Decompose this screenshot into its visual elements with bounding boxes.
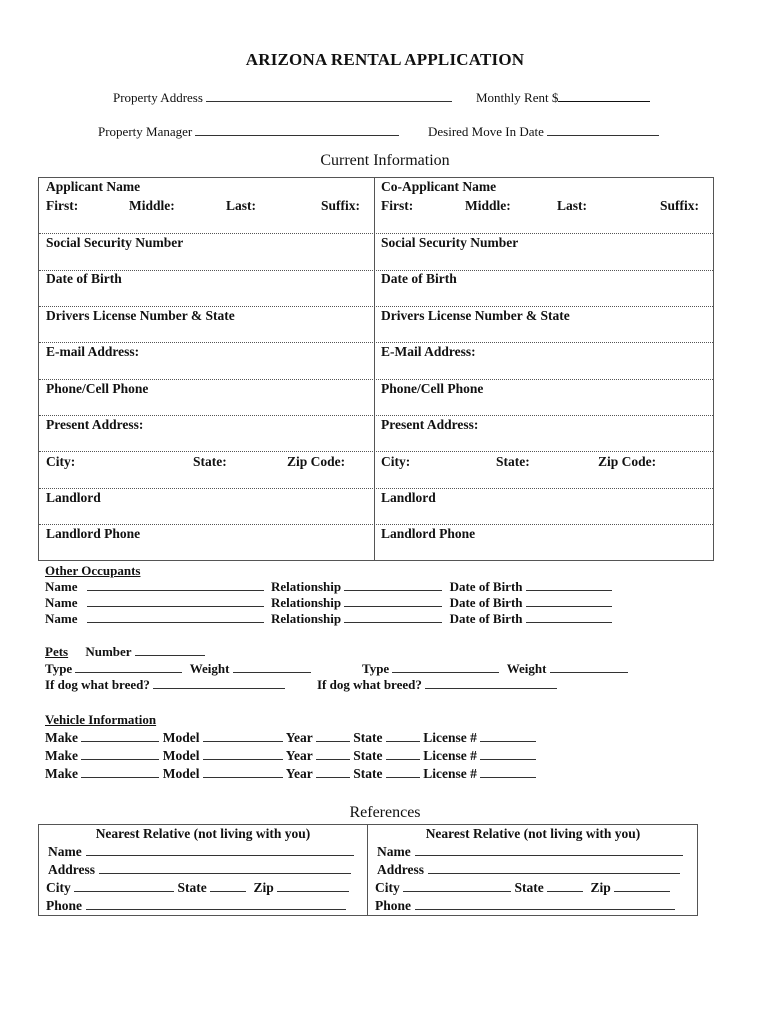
occupant-name-label: Name	[45, 595, 78, 610]
vehicle-make-blank[interactable]	[81, 766, 159, 778]
applicant-suffix-field[interactable]: Suffix:	[321, 198, 361, 213]
occupant-dob-blank[interactable]	[526, 579, 612, 591]
vehicle-license-blank[interactable]	[480, 766, 536, 778]
pets-heading: Pets	[45, 644, 69, 659]
pet-breed-label: If dog what breed?	[45, 677, 150, 692]
co-applicant-city-field[interactable]: City:	[381, 454, 411, 469]
pet-type-row[interactable]	[45, 661, 311, 677]
applicant-first-field[interactable]: First:	[46, 198, 79, 213]
vehicle-make-blank[interactable]	[81, 730, 159, 742]
row-divider	[39, 379, 713, 380]
applicant-license-field[interactable]: Drivers License Number & State	[46, 308, 235, 323]
property-address-blank[interactable]	[206, 90, 452, 102]
reference-zip-blank[interactable]	[277, 880, 349, 892]
vehicle-year-blank[interactable]	[316, 748, 350, 760]
pet-type-label: Type	[45, 661, 73, 676]
vehicle-license-label: License #	[423, 748, 477, 763]
vehicle-state-label: State	[353, 748, 383, 763]
pet-weight-label: Weight	[189, 661, 230, 676]
nearest-relative-heading: Nearest Relative (not living with you)	[425, 826, 641, 841]
co-applicant-name-heading: Co-Applicant Name	[381, 179, 497, 194]
co-applicant-first-field[interactable]: First:	[381, 198, 414, 213]
occupant-dob-label: Date of Birth	[449, 579, 523, 594]
pet-weight-label: Weight	[506, 661, 547, 676]
vehicle-license-blank[interactable]	[480, 748, 536, 760]
vehicle-year-blank[interactable]	[316, 730, 350, 742]
move-in-date-blank[interactable]	[547, 124, 659, 136]
reference-address-blank[interactable]	[428, 862, 680, 874]
row-divider	[39, 524, 713, 525]
property-manager-blank[interactable]	[195, 124, 399, 136]
applicant-zip-field[interactable]: Zip Code:	[287, 454, 346, 469]
occupant-relationship-label: Relationship	[271, 579, 342, 594]
applicant-address-field[interactable]: Present Address:	[46, 417, 144, 432]
reference-address-field[interactable]	[48, 862, 351, 878]
reference-phone-field[interactable]	[46, 898, 346, 914]
current-info-heading: Current Information	[320, 152, 450, 169]
pet-number-blank[interactable]	[135, 644, 205, 656]
vehicle-state-blank[interactable]	[386, 748, 420, 760]
occupant-dob-label: Date of Birth	[449, 595, 523, 610]
reference-name-blank[interactable]	[415, 844, 683, 856]
reference-city-label: City	[375, 880, 400, 895]
co-applicant-license-field[interactable]: Drivers License Number & State	[381, 308, 570, 323]
reference-phone-blank[interactable]	[415, 898, 675, 910]
vehicle-license-blank[interactable]	[480, 730, 536, 742]
row-divider	[39, 233, 713, 234]
pet-type-label: Type	[362, 661, 390, 676]
occupant-dob-label: Date of Birth	[449, 611, 523, 626]
occupant-relationship-label: Relationship	[271, 611, 342, 626]
vehicle-year-label: Year	[285, 748, 313, 763]
applicant-ssn-field[interactable]: Social Security Number	[46, 235, 184, 250]
co-applicant-state-field[interactable]: State:	[496, 454, 530, 469]
vehicle-model-label: Model	[162, 766, 200, 781]
pet-weight-blank[interactable]	[550, 661, 628, 673]
occupant-row[interactable]	[45, 611, 612, 627]
move-in-date-field[interactable]	[428, 124, 659, 140]
co-applicant-suffix-field[interactable]: Suffix:	[660, 198, 700, 213]
co-applicant-phone-field[interactable]: Phone/Cell Phone	[381, 381, 484, 396]
vehicle-make-blank[interactable]	[81, 748, 159, 760]
monthly-rent-field[interactable]	[476, 90, 650, 106]
pet-breed-blank[interactable]	[153, 677, 285, 689]
co-applicant-middle-field[interactable]: Middle:	[465, 198, 511, 213]
move-in-date-label: Desired Move In Date	[428, 124, 544, 139]
vehicle-model-label: Model	[162, 730, 200, 745]
vehicle-license-label: License #	[423, 730, 477, 745]
pet-number-label: Number	[85, 644, 132, 659]
reference-city-field[interactable]	[46, 880, 349, 896]
property-manager-label: Property Manager	[98, 124, 193, 139]
occupant-relationship-blank[interactable]	[344, 611, 442, 623]
pet-breed-row[interactable]	[317, 677, 557, 693]
reference-city-blank[interactable]	[74, 880, 174, 892]
pet-breed-row[interactable]	[45, 677, 285, 693]
vehicle-state-label: State	[353, 766, 383, 781]
reference-name-blank[interactable]	[86, 844, 354, 856]
reference-phone-field[interactable]	[375, 898, 675, 914]
monthly-rent-label: Monthly Rent $	[476, 90, 559, 105]
reference-state-label: State	[177, 880, 207, 895]
row-divider	[39, 270, 713, 271]
reference-zip-label: Zip	[590, 880, 611, 895]
reference-name-label: Name	[377, 844, 411, 859]
vehicle-model-blank[interactable]	[203, 766, 283, 778]
applicant-city-field[interactable]: City:	[46, 454, 76, 469]
reference-zip-blank[interactable]	[614, 880, 670, 892]
reference-name-field[interactable]	[377, 844, 683, 860]
current-info-table	[38, 177, 714, 561]
vehicle-row[interactable]	[45, 766, 536, 782]
property-manager-field[interactable]	[98, 124, 399, 140]
reference-name-field[interactable]	[48, 844, 354, 860]
reference-zip-label: Zip	[253, 880, 274, 895]
vehicle-info-heading: Vehicle Information	[45, 712, 157, 727]
co-applicant-landlord-field[interactable]: Landlord	[381, 490, 436, 505]
monthly-rent-blank[interactable]	[558, 90, 650, 102]
occupant-row[interactable]	[45, 595, 612, 611]
row-divider	[39, 415, 713, 416]
reference-name-label: Name	[48, 844, 82, 859]
reference-address-field[interactable]	[377, 862, 680, 878]
co-applicant-ssn-field[interactable]: Social Security Number	[381, 235, 519, 250]
reference-address-blank[interactable]	[99, 862, 351, 874]
co-applicant-last-field[interactable]: Last:	[557, 198, 587, 213]
pets-row[interactable]	[45, 644, 205, 660]
co-applicant-address-field[interactable]: Present Address:	[381, 417, 479, 432]
reference-state-label: State	[514, 880, 544, 895]
property-address-label: Property Address	[113, 90, 203, 105]
vehicle-make-label: Make	[45, 748, 78, 763]
reference-city-field[interactable]	[375, 880, 670, 896]
occupant-relationship-blank[interactable]	[344, 579, 442, 591]
reference-address-label: Address	[377, 862, 425, 877]
vehicle-model-blank[interactable]	[203, 748, 283, 760]
vehicle-make-label: Make	[45, 730, 78, 745]
reference-address-label: Address	[48, 862, 96, 877]
vehicle-year-label: Year	[285, 730, 313, 745]
row-divider	[39, 306, 713, 307]
co-applicant-email-field[interactable]: E-Mail Address:	[381, 344, 476, 359]
occupant-relationship-label: Relationship	[271, 595, 342, 610]
row-divider	[39, 342, 713, 343]
occupant-name-label: Name	[45, 611, 78, 626]
occupant-name-blank[interactable]	[87, 579, 264, 591]
vehicle-state-blank[interactable]	[386, 730, 420, 742]
occupant-name-blank[interactable]	[87, 611, 264, 623]
reference-phone-label: Phone	[46, 898, 83, 913]
applicant-name-heading: Applicant Name	[46, 179, 141, 194]
vehicle-year-blank[interactable]	[316, 766, 350, 778]
row-divider	[39, 488, 713, 489]
other-occupants-heading: Other Occupants	[45, 563, 141, 578]
vehicle-license-label: License #	[423, 766, 477, 781]
co-applicant-zip-field[interactable]: Zip Code:	[598, 454, 657, 469]
vehicle-year-label: Year	[285, 766, 313, 781]
reference-phone-label: Phone	[375, 898, 412, 913]
occupant-name-blank[interactable]	[87, 595, 264, 607]
nearest-relative-heading: Nearest Relative (not living with you)	[95, 826, 311, 841]
vehicle-state-label: State	[353, 730, 383, 745]
pet-breed-blank[interactable]	[425, 677, 557, 689]
applicant-state-field[interactable]: State:	[193, 454, 227, 469]
column-divider	[374, 178, 375, 560]
applicant-landlord-field[interactable]: Landlord	[46, 490, 101, 505]
reference-city-blank[interactable]	[403, 880, 511, 892]
pet-type-blank[interactable]	[392, 661, 499, 673]
reference-state-blank[interactable]	[547, 880, 583, 892]
reference-state-blank[interactable]	[210, 880, 246, 892]
page-title: ARIZONA RENTAL APPLICATION	[245, 50, 525, 69]
references-table	[38, 824, 698, 916]
applicant-last-field[interactable]: Last:	[226, 198, 256, 213]
vehicle-row[interactable]	[45, 748, 536, 764]
applicant-phone-field[interactable]: Phone/Cell Phone	[46, 381, 149, 396]
occupant-dob-blank[interactable]	[526, 611, 612, 623]
vehicle-model-blank[interactable]	[203, 730, 283, 742]
vehicle-model-label: Model	[162, 748, 200, 763]
pet-type-row[interactable]	[362, 661, 628, 677]
occupant-row[interactable]	[45, 579, 612, 595]
reference-phone-blank[interactable]	[86, 898, 346, 910]
applicant-email-field[interactable]: E-mail Address:	[46, 344, 140, 359]
applicant-middle-field[interactable]: Middle:	[129, 198, 175, 213]
vehicle-make-label: Make	[45, 766, 78, 781]
references-heading: References	[349, 804, 421, 821]
co-applicant-landlord-phone-field[interactable]: Landlord Phone	[381, 526, 476, 541]
applicant-landlord-phone-field[interactable]: Landlord Phone	[46, 526, 141, 541]
co-applicant-dob-field[interactable]: Date of Birth	[381, 271, 457, 286]
pet-breed-label: If dog what breed?	[317, 677, 422, 692]
vehicle-row[interactable]	[45, 730, 536, 746]
pet-type-blank[interactable]	[75, 661, 182, 673]
occupant-relationship-blank[interactable]	[344, 595, 442, 607]
row-divider	[39, 451, 713, 452]
occupant-dob-blank[interactable]	[526, 595, 612, 607]
applicant-dob-field[interactable]: Date of Birth	[46, 271, 122, 286]
reference-city-label: City	[46, 880, 71, 895]
property-address-field[interactable]	[113, 90, 452, 106]
vehicle-state-blank[interactable]	[386, 766, 420, 778]
occupant-name-label: Name	[45, 579, 78, 594]
pet-weight-blank[interactable]	[233, 661, 311, 673]
